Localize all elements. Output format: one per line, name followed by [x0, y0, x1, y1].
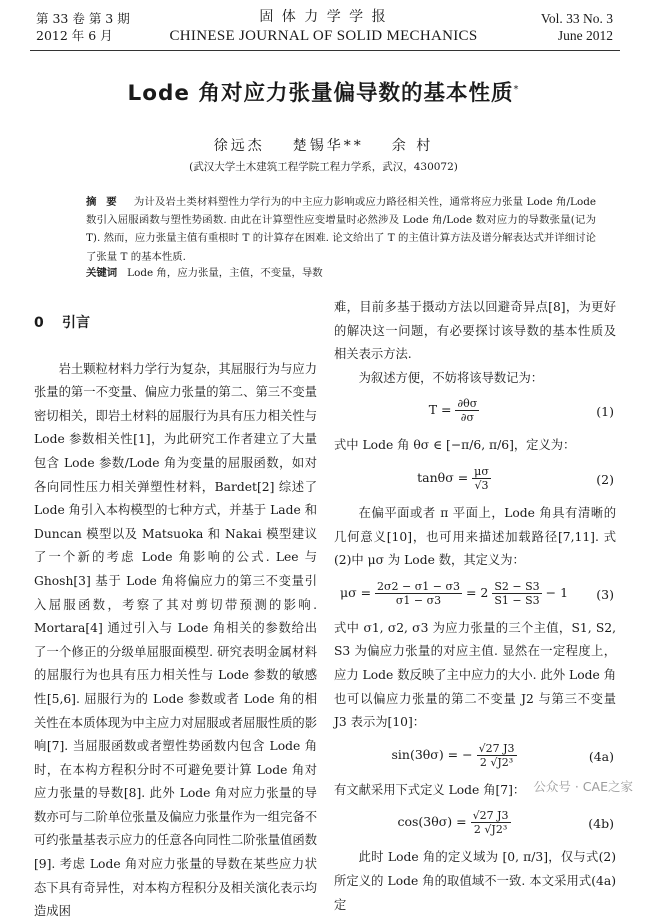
- eq4b-number: (4b): [588, 816, 614, 832]
- journal-name-cn: 固 体 力 学 学 报: [259, 9, 388, 25]
- abstract-text: 为计及岩土类材料塑性力学行为的中主应力影响或应力路径相关性，通常将应力张量 Lode 角/Lode 数引入屈服函数与塑性势函数. 由此在计算塑性应变增量时必然涉及 Lode 角/Lode 数对应力的导数张量(记为 T). 然而，应力张量主值有重根时 T 的计算存在困难. 论文给出了 T 的主值计算方法及谱分解表达式并详细讨论了张量 T 的基本性质.: [86, 196, 597, 263]
- right-paragraph-1: 难，目前多基于摄动方法以回避奇异点[8]，为更好的解决这一问题，有必要探讨该导数的基本性质及相关表示方法.: [334, 300, 616, 362]
- intro-paragraph: 岩土颗粒材料力学行为复杂，其屈服行为与应力张量的第一不变量、偏应力张量的第二、第三不变量密切相关，即岩土材料的屈服行为具有压力相关性与 Lode 参数相关性[1]，为此研究工作者建立了大量包含 Lode 参数/Lode 角为变量的屈服函数，如对各向同性压力相关弹塑性材料，Bardet[2] 综述了 Lode 角引入本构模型的七种方式，并基于 Lade 和 Duncan 模型以及 Matsuoka 和 Nakai 模型建议了一个新的考虑 Lode 角影响的公式. Lee 与 Ghosh[3] 基于 Lode 角将偏应力的第三不变量引入屈服函数，考察了其对剪切带预测的影响. Mortara[4] 通过引入与 Lode 角相关的参数给出了一个修正的分级单屈服面模型. 研究表明金属材料的屈服行为也具有压力相关性与 Lode 参数的敏感性[5,6]. 屈服行为的 Lode 参数或者 Lode 角的相关性在本质体现为中主应力对屈服或者屈服性质的影响[7]. 当屈服函数或者塑性势函数内包含 Lode 角时，在本构方程积分时不可避免要计算 Lode 角对应力张量的导数[8]. 此外 Lode 角对应力张量的导数亦可与二阶单位张量及偏应力张量作为一组完备不可约张量基表示应力的任意各向同性二阶张量值函数[9]. 考虑 Lode 角对应力张量的导数在某些应力状态下具有奇异性，对本构方程积分及相关演化表示均造成困: [34, 361, 317, 919]
- eq1-number: (1): [596, 404, 614, 420]
- eq4b-lhs: cos(3θσ) =: [397, 814, 467, 830]
- equation-3: [334, 577, 616, 613]
- keywords-text: Lode 角，应力张量，主值，不变量，导数: [127, 267, 323, 279]
- section-title: 引言: [62, 315, 90, 331]
- section-number: 0: [34, 315, 44, 331]
- eq1-numerator: ∂θσ: [457, 397, 478, 411]
- author-list: [0, 135, 647, 155]
- right-paragraph-4: 在偏平面或者 π 平面上，Lode 角具有清晰的几何意义[10]，也可用来描述加载路径[7,11]. 式(2)中 μσ 为 Lode 数，其定义为：: [334, 505, 616, 568]
- eq4a-numerator: √27 J3: [478, 741, 515, 755]
- eq2-lhs: tanθσ =: [417, 469, 469, 485]
- eq3-tail: − 1: [545, 584, 569, 600]
- eq2-denominator: √3: [474, 478, 489, 492]
- paper-title-text: Lode 角对应力张量偏导数的基本性质: [127, 81, 514, 106]
- keywords: [86, 264, 596, 282]
- date-en: June 2012: [557, 28, 613, 43]
- watermark: 公众号 · CAE之家: [533, 779, 633, 794]
- right-column: [334, 296, 616, 917]
- author-2: 楚锡华**: [292, 138, 364, 154]
- eq3-numerator-2: S2 − S3: [494, 579, 540, 593]
- right-paragraph-6: 有文献采用下式定义 Lode 角[7]：: [334, 782, 526, 797]
- title-footnote-mark: *: [513, 83, 520, 95]
- volume-issue-en: Vol. 33 No. 3: [540, 11, 613, 26]
- affiliation: (武汉大学土木建筑工程学院工程力学系，武汉，430072): [189, 161, 458, 173]
- eq4a-number: (4a): [588, 748, 614, 764]
- eq4b-denominator: 2 √J2³: [473, 823, 508, 837]
- right-paragraph-2: 为叙述方便，不妨将该导数记为：: [358, 370, 544, 385]
- eq4b-numerator: √27 J3: [472, 809, 509, 823]
- paper-title: [0, 76, 647, 107]
- author-3: 余 村: [391, 138, 434, 154]
- volume-issue-cn: 第 33 卷 第 3 期: [36, 11, 130, 26]
- eq4a-denominator: 2 √J2³: [479, 755, 514, 769]
- equation-1: [334, 394, 616, 430]
- eq4a-lhs: sin(3θσ) = −: [391, 746, 473, 762]
- eq3-numerator-1: 2σ2 − σ1 − σ3: [377, 579, 460, 593]
- equation-4a: [334, 739, 616, 775]
- eq3-lhs: μσ =: [339, 584, 372, 600]
- equation-2: [334, 462, 616, 498]
- abstract-label: 摘 要: [86, 196, 120, 208]
- section-heading: [34, 312, 317, 336]
- header-divider: [30, 50, 620, 51]
- keywords-label: 关键词: [86, 267, 118, 279]
- eq3-denominator-1: σ1 − σ3: [395, 593, 442, 607]
- eq3-middle: = 2: [465, 584, 489, 600]
- eq1-lhs: T =: [428, 402, 452, 418]
- journal-volume-en: [541, 10, 613, 44]
- right-paragraph-7: 此时 Lode 角的定义域为 [0, π/3]，仅与式(2)所定义的 Lode 角的取值域不一致. 本文采用式(4a)定: [334, 850, 616, 912]
- right-paragraph-5: 式中 σ1, σ2, σ3 为应力张量的三个主值，S1, S2, S3 为偏应力张量的对应主值. 显然在一定程度上，应力 Lode 数反映了主中应力的大小. 此外 Lode 角也可以偏应力张量的第二不变量 J2 与第三不变量 J3 表示为[10]：: [334, 620, 616, 730]
- eq2-number: (2): [596, 471, 614, 487]
- left-column: [34, 296, 317, 924]
- right-paragraph-3: 式中 Lode 角 θσ ∈ [−π/6, π/6]，定义为：: [334, 438, 576, 453]
- author-1: 徐远杰: [213, 138, 265, 154]
- equation-4b: [334, 806, 616, 842]
- eq3-number: (3): [596, 586, 614, 602]
- journal-name-en: CHINESE JOURNAL OF SOLID MECHANICS: [169, 28, 478, 44]
- eq1-denominator: ∂σ: [460, 411, 474, 425]
- date-cn: 2012 年 6 月: [36, 28, 113, 43]
- eq3-denominator-2: S1 − S3: [494, 593, 540, 607]
- eq2-numerator: μσ: [474, 464, 489, 478]
- abstract: [86, 193, 596, 266]
